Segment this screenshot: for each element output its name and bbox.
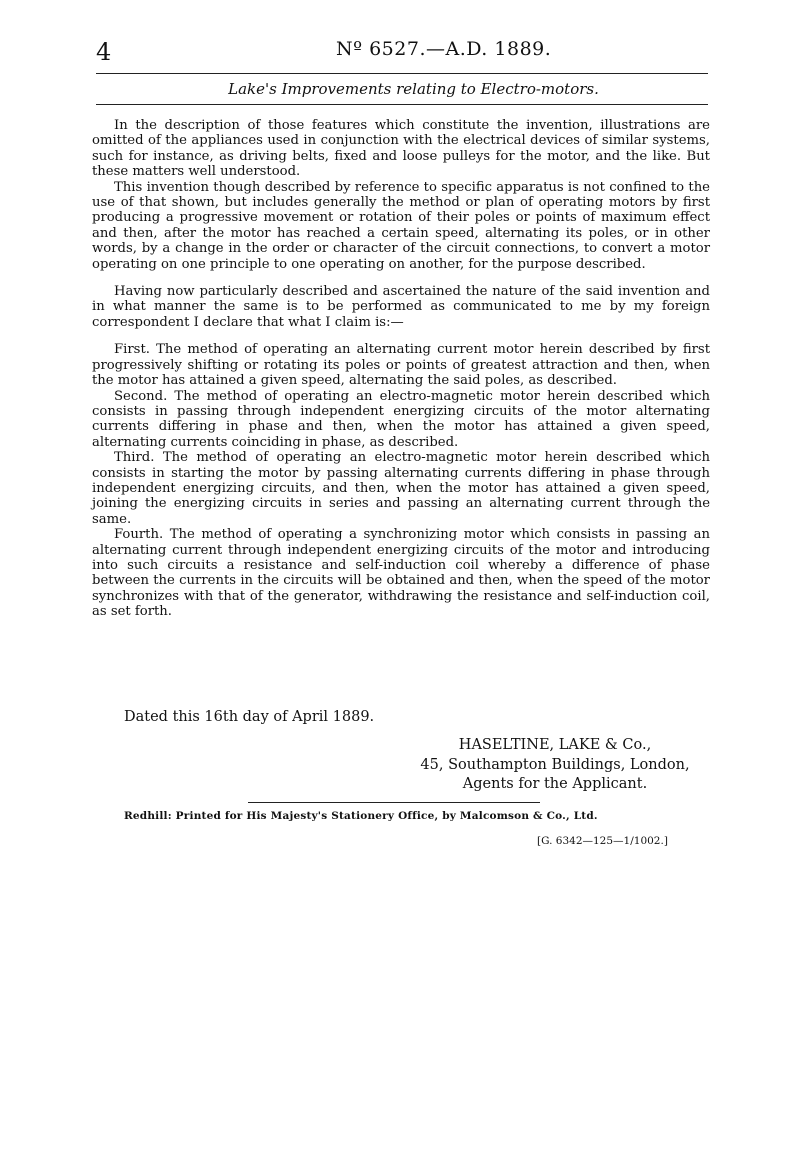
claim-fourth: Fourth. The method of operating a synchronizing motor which consists in passing an alternating current through independent energizing circuits of the motor and introducing into such circuits a resistance and self-induction coil whereby a difference of phase between the currents in the circuits will be obtained and then, when the speed of the motor synchronizes with that of the generator, withdrawing the resistance and self-induction coil, as set forth.: [92, 527, 710, 620]
title-rule: [96, 104, 708, 105]
header-rule: [96, 73, 708, 74]
claim-third: Third. The method of operating an electro-magnetic motor herein described which consists in starting the motor by passing alternating currents differing in phase through independent energizing circuits, and then, when the motor has attained a given speed, joining the energizing circuits in series and passing an alternating current through the same.: [92, 450, 710, 527]
patent-number: Nº 6527.—A.D. 1889.: [336, 38, 552, 60]
signature-role: Agents for the Applicant.: [462, 776, 648, 792]
footer-rule: [248, 802, 540, 803]
running-title: Lake's Improvements relating to Electro-motors.: [228, 80, 599, 98]
paragraph-illustrations: In the description of those features which constitute the invention, illustrations are omitted of the appliances used in conjunction with the electrical devices of similar systems, such for instance, as driving belts, fixed and loose pulleys for the motor, and the like. But these matters well understood.: [92, 118, 710, 180]
signature-firm: HASELTINE, LAKE & Co.,: [458, 737, 652, 753]
print-reference: [G. 6342—125—1/1002.]: [537, 835, 668, 847]
signature-address: 45, Southampton Buildings, London,: [420, 756, 690, 773]
claim-second: Second. The method of operating an electro-magnetic motor herein described which consists in passing through independent energizing circuits of the motor alternating currents differing in phase and then, when the motor has attained a given speed, alternating currents coinciding in phase, as described.: [92, 388, 710, 450]
signature-block: [410, 736, 700, 795]
dated-line: Dated this 16th day of April 1889.: [124, 709, 375, 725]
printer-line: Redhill: Printed for His Majesty's Stationery Office, by Malcomson & Co., Ltd.: [124, 810, 598, 822]
document-body: [92, 118, 710, 620]
paragraph-declaration: Having now particularly described and ascertained the nature of the said invention and in what manner the same is to be performed as communicated to me by my foreign correspondent I declare that what I claim is:—: [92, 284, 710, 330]
claim-first: First. The method of operating an alternating current motor herein described by first progressively shifting or rotating its poles or points of greatest attraction and then, when the motor has attained a given speed, alternating the said poles, as described.: [92, 342, 710, 389]
page-number: 4: [96, 38, 112, 66]
paragraph-scope: This invention though described by reference to specific apparatus is not confined to the use of that shown, but includes generally the method or plan of operating motors by first producing a progressive movement or rotation of their poles or points of maximum effect and then, after the motor has reached a certain speed, alternating its poles, or in other words, by a change in the order or character of the circuit connections, to convert a motor operating on one principle to one operating on another, for the purpose described.: [92, 179, 710, 272]
